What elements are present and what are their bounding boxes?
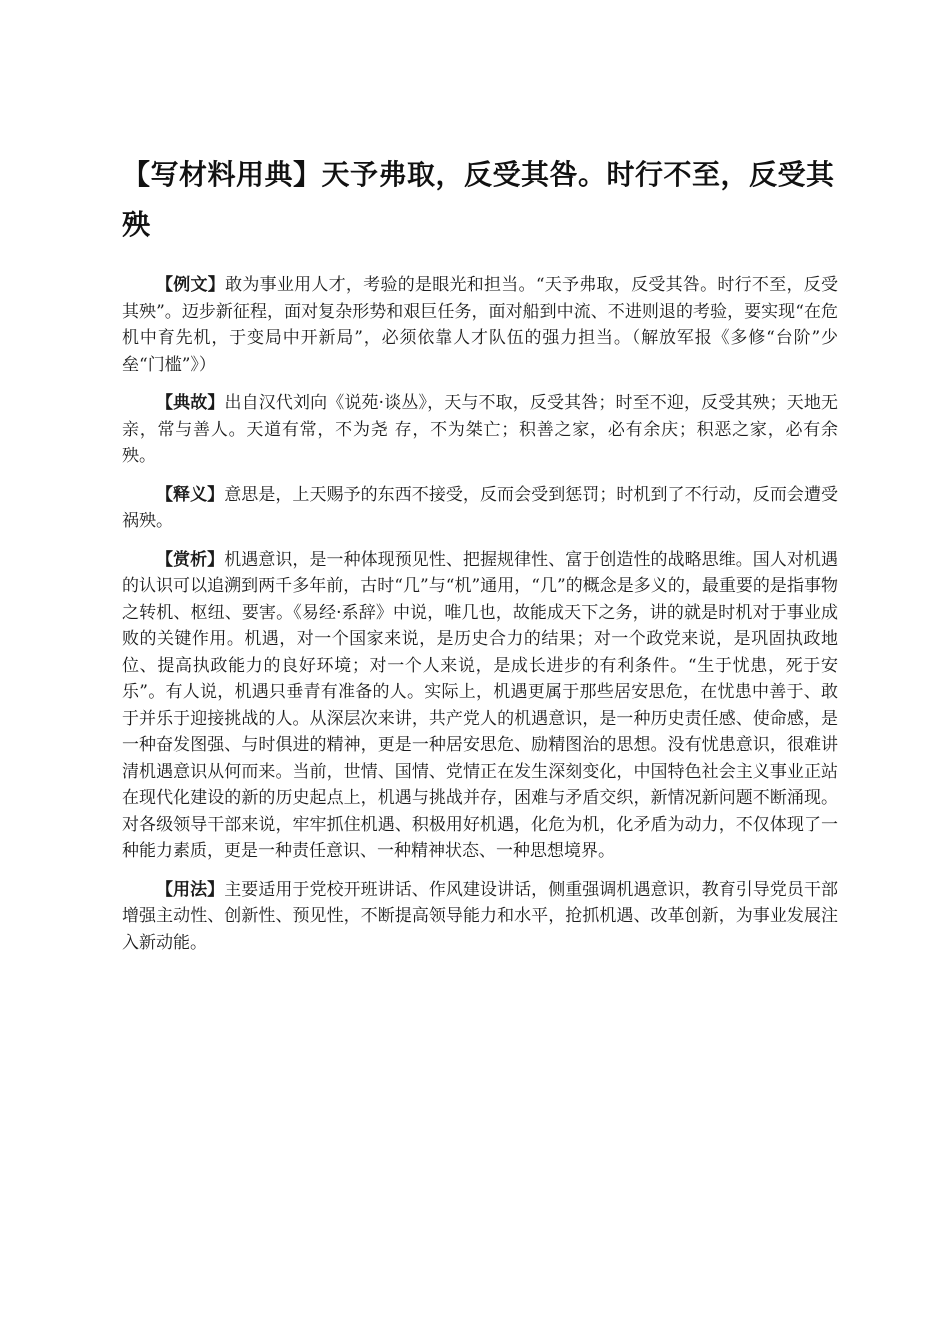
section-text-example: 敢为事业用人才，考验的是眼光和担当。“天予弗取，反受其咎。时行不至，反受其殃”。迈步新征程，面对复杂形势和艰巨任务，面对船到中流、不进则退的考验，要实现“在危机中育先机，于变局中开新局”，必须依靠人才队伍的强力担当。（解放军报《多修“台阶”少垒“门槛”》） <box>122 275 838 375</box>
section-label-example: 【例文】 <box>156 275 226 295</box>
section-label-appreciation: 【赏析】 <box>156 549 225 570</box>
section-usage <box>122 877 838 957</box>
document-page <box>122 150 838 968</box>
section-text-usage: 主要适用于党校开班讲话、作风建设讲话，侧重强调机遇意识，教育引导党员干部增强主动性、创新性、预见性，不断提高领导能力和水平，抢抓机遇、改革创新，为事业发展注入新动能。 <box>122 879 839 953</box>
page-title: 【写材料用典】天予弗取，反受其咎。时行不至，反受其殃 <box>122 158 835 241</box>
section-allusion <box>122 390 838 470</box>
section-example <box>122 272 838 378</box>
section-text-allusion: 出自汉代刘向《说苑·谈丛》，天与不取，反受其咎；时至不迎，反受其殃；天地无亲，常与善人。天道有常，不为尧 存，不为桀亡；积善之家，必有余庆；积恶之家，必有余殃。 <box>122 393 839 466</box>
section-label-usage: 【用法】 <box>156 879 225 900</box>
section-label-allusion: 【典故】 <box>156 393 225 413</box>
section-label-meaning: 【释义】 <box>156 484 225 505</box>
section-appreciation <box>122 547 838 865</box>
section-text-meaning: 意思是，上天赐予的东西不接受，反而会受到惩罚；时机到了不行动，反而会遭受祸殃。 <box>122 484 839 531</box>
section-meaning <box>122 482 838 535</box>
section-text-appreciation: 机遇意识，是一种体现预见性、把握规律性、富于创造性的战略思维。国人对机遇的认识可以追溯到两千多年前，古时“几”与“机”通用，“几”的概念是多义的，最重要的是指事物之转机、枢纽、要害。《易经·系辞》中说，唯几也，故能成天下之务，讲的就是时机对于事业成败的关键作用。机遇，对一个国家来说，是历史合力的结果；对一个政党来说，是巩固执政地位、提高执政能力的良好环境；对一个人来说，是成长进步的有利条件。“生于忧患，死于安乐”。有人说，机遇只垂青有准备的人。实际上，机遇更属于那些居安思危，在忧患中善于、敢于并乐于迎接挑战的人。从深层次来讲，共产党人的机遇意识，是一种历史责任感、使命感，是一种奋发图强、与时俱进的精神，更是一种居安思危、励精图治的思想。没有忧患意识，很难讲清机遇意识从何而来。当前，世情、国情、党情正在发生深刻变化，中国特色社会主义事业正站在现代化建设的新的历史起点上，机遇与挑战并存，困难与矛盾交织，新情况新问题不断涌现。对各级领导干部来说，牢牢抓住机遇、积极用好机遇，化危为机，化矛盾为动力，不仅体现了一种能力素质，更是一种责任意识、一种精神状态、一种思想境界。 <box>122 549 839 861</box>
